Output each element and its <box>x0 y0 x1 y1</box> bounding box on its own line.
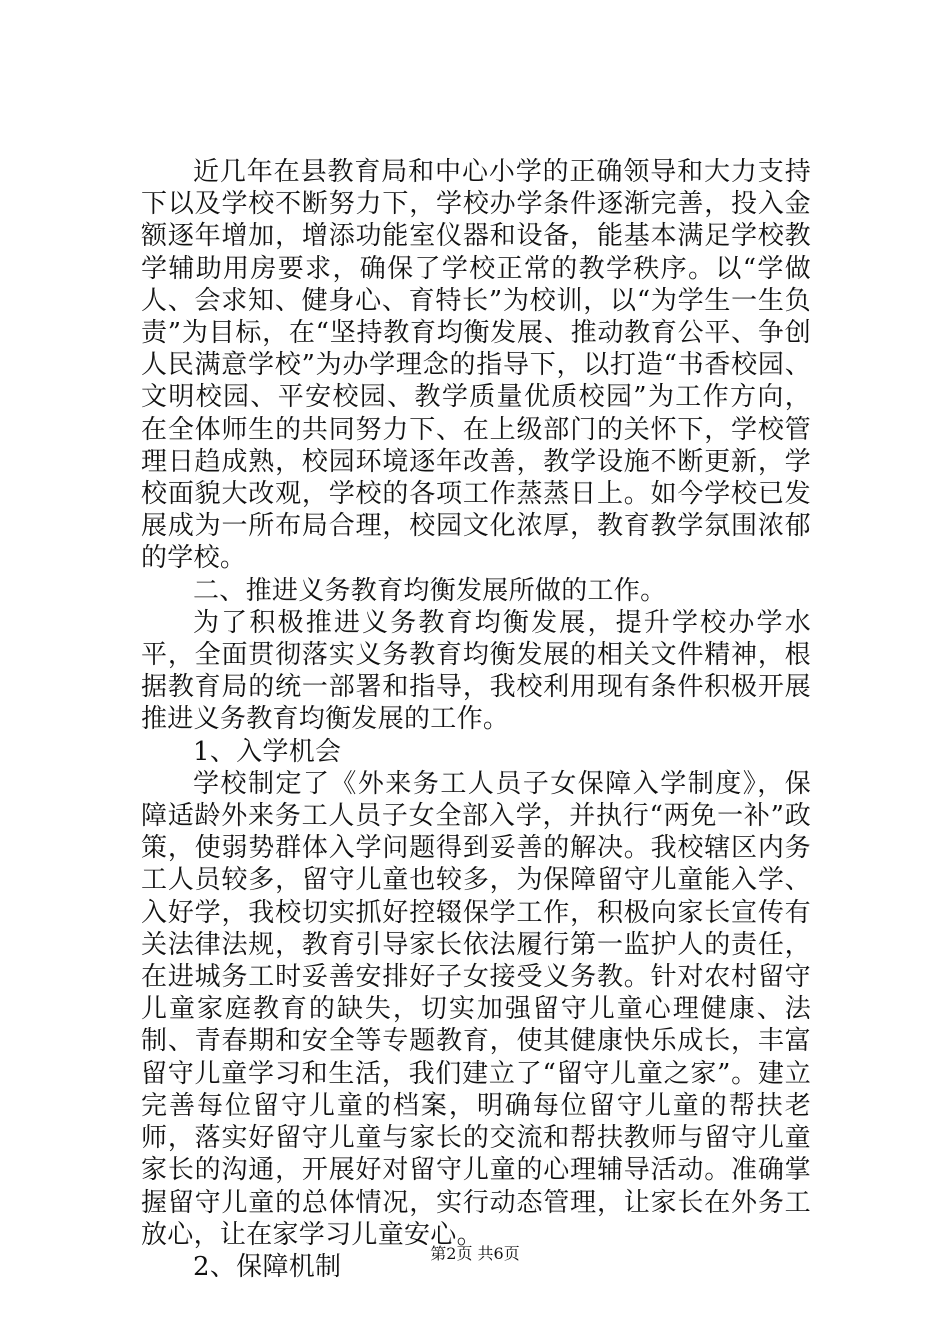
page-footer: 第2页 共6页 <box>430 1244 520 1263</box>
document-body <box>141 156 811 1283</box>
paragraph-enrollment-opportunity: 学校制定了《外来务工人员子女保障入学制度》，保障适龄外来务工人员子女全部入学，并执行“两免一补”政策，使弱势群体入学问题得到妥善的解决。我校辖区内务工人员较多，留守儿童也较多，为保障留守儿童能入学、入好学，我校切实抓好控辍保学工作，积极向家长宣传有关法律法规，教育引导家长依法履行第一监护人的责任，在进城务工时妥善安排好子女接受义务教。针对农村留守儿童家庭教育的缺失，切实加强留守儿童心理健康、法制、青春期和安全等专题教育，使其健康快乐成长，丰富留守儿童学习和生活，我们建立了“留守儿童之家”。建立完善每位留守儿童的档案，明确每位留守儿童的帮扶老师，落实好留守儿童与家长的交流和帮扶教师与留守儿童家长的沟通，开展好对留守儿童的心理辅导活动。准确掌握留守儿童的总体情况，实行动态管理，让家长在外务工放心，让在家学习儿童安心。 <box>141 768 811 1250</box>
subheading-guarantee-mechanism: 2、保障机制 <box>193 1251 342 1282</box>
paragraph-balanced-development-intro: 为了积极推进义务教育均衡发展，提升学校办学水平，全面贯彻落实义务教育均衡发展的相关文件精神，根据教育局的统一部署和指导，我校利用现有条件积极开展推进义务教育均衡发展的工作。 <box>141 607 811 735</box>
section-heading-balanced-development: 二、推进义务教育均衡发展所做的工作。 <box>193 575 667 606</box>
subheading-enrollment-opportunity: 1、入学机会 <box>193 736 342 767</box>
paragraph-school-overview: 近几年在县教育局和中心小学的正确领导和大力支持下以及学校不断努力下，学校办学条件逐渐完善，投入金额逐年增加，增添功能室仪器和设备，能基本满足学校教学辅助用房要求，确保了学校正常的教学秩序。以“学做人、会求知、健身心、育特长”为校训，以“为学生一生负责”为目标，在“坚持教育均衡发展、推动教育公平、争创人民满意学校”为办学理念的指导下，以打造“书香校园、文明校园、平安校园、教学质量优质校园”为工作方向，在全体师生的共同努力下、在上级部门的关怀下，学校管理日趋成熟，校园环境逐年改善，教学设施不断更新，学校面貌大改观，学校的各项工作蒸蒸日上。如今学校已发展成为一所布局合理，校园文化浓厚，教育教学氛围浓郁的学校。 <box>141 157 811 574</box>
